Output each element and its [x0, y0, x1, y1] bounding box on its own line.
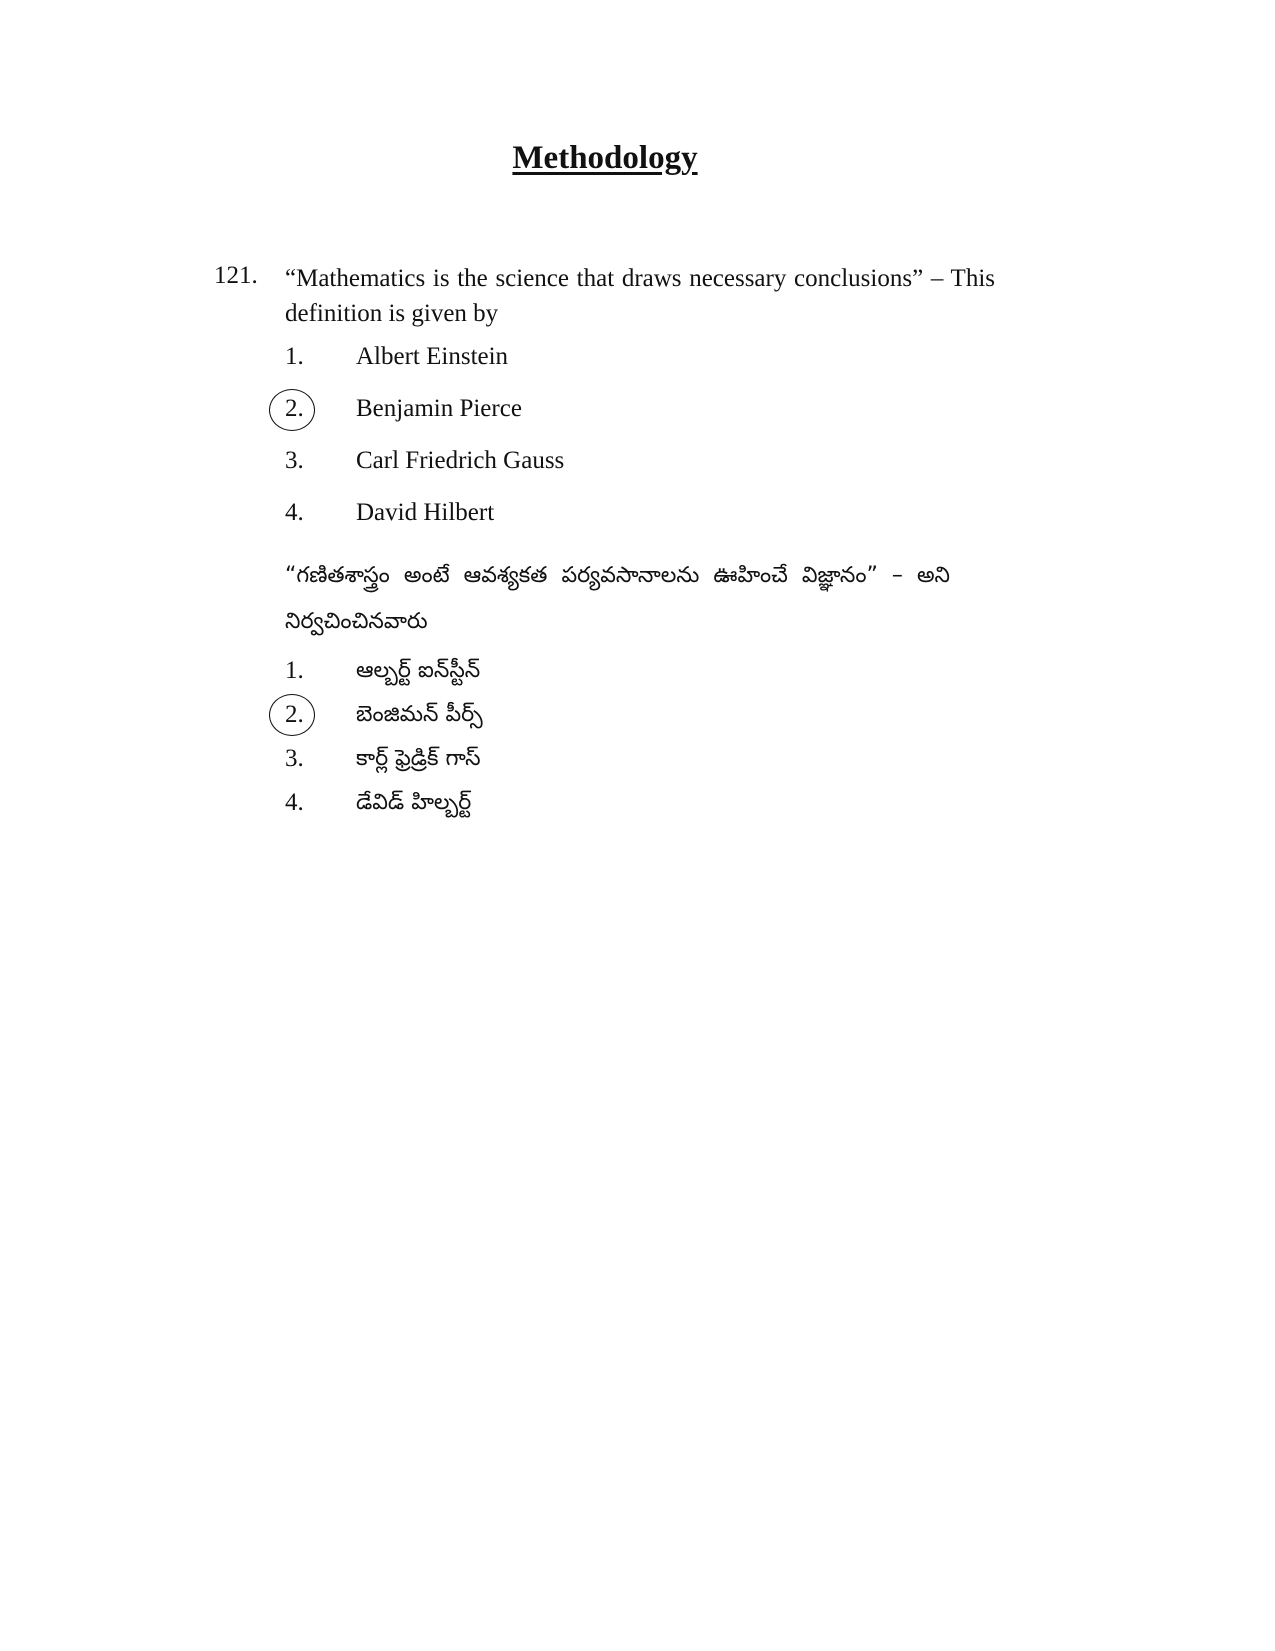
- option-text: కార్ల్ ఫ్రెడ్రిక్ గాస్: [356, 746, 481, 771]
- page-title: Methodology: [512, 140, 698, 176]
- option-number: 4.: [285, 499, 304, 526]
- option-text: డేవిడ్ హిల్బర్ట్: [356, 790, 472, 815]
- question-stem-telugu: “గణితశాస్త్రం అంటే ఆవశ్యకత పర్యవసానాలను ఊహించే విజ్ఞానం” – అని నిర్వచించినవారు: [285, 563, 950, 634]
- option-text: David Hilbert: [356, 499, 495, 526]
- option-text: బెంజిమన్ పీర్స్: [356, 702, 483, 727]
- option-number: 3.: [285, 447, 304, 474]
- option-text: Benjamin Pierce: [356, 395, 522, 422]
- option-number: 2.: [285, 395, 304, 422]
- option-text: Albert Einstein: [356, 343, 509, 370]
- option-number: 4.: [285, 789, 304, 816]
- option-number: 1.: [285, 657, 304, 684]
- option-number: 3.: [285, 745, 304, 772]
- option-text: ఆల్బర్ట్ ఐన్‌స్టీన్: [356, 658, 481, 683]
- option-number: 1.: [285, 343, 304, 370]
- option-number: 2.: [285, 701, 304, 728]
- question-number: 121.: [214, 262, 258, 289]
- option-text: Carl Friedrich Gauss: [356, 447, 565, 474]
- question-stem-english: “Mathematics is the science that draws necessary conclusions” – This definition is given by: [285, 265, 995, 327]
